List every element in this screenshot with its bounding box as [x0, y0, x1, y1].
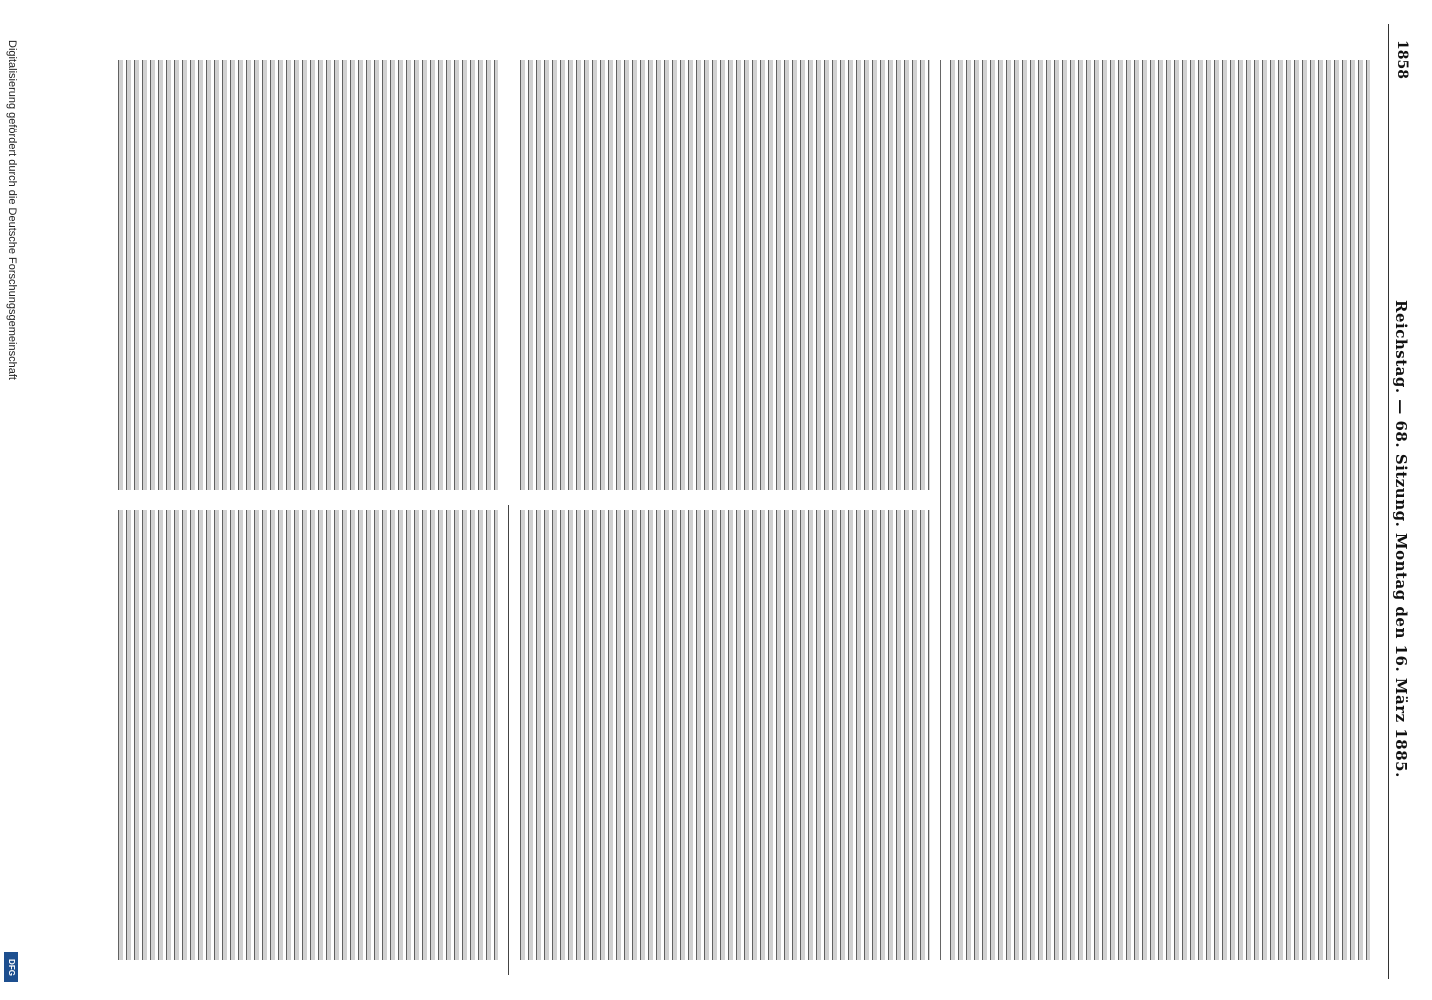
dfg-logo — [4, 952, 18, 982]
digitization-credit: Digitalisierung gefördert durch die Deutsche Forschungsgemeinschaft — [6, 40, 18, 380]
text-column — [950, 60, 1370, 960]
header-rule — [1388, 24, 1389, 979]
text-column — [118, 60, 498, 490]
page-header-title: Reichstag. — 68. Sitzung. Montag den 16. März 1885. — [1392, 300, 1410, 778]
column-divider — [508, 505, 509, 975]
text-column — [118, 510, 498, 960]
text-column — [520, 510, 930, 960]
dfg-logo-text: DFG — [6, 958, 16, 976]
text-column — [520, 60, 930, 490]
column-divider — [940, 60, 941, 960]
page-number: 1858 — [1394, 40, 1410, 79]
